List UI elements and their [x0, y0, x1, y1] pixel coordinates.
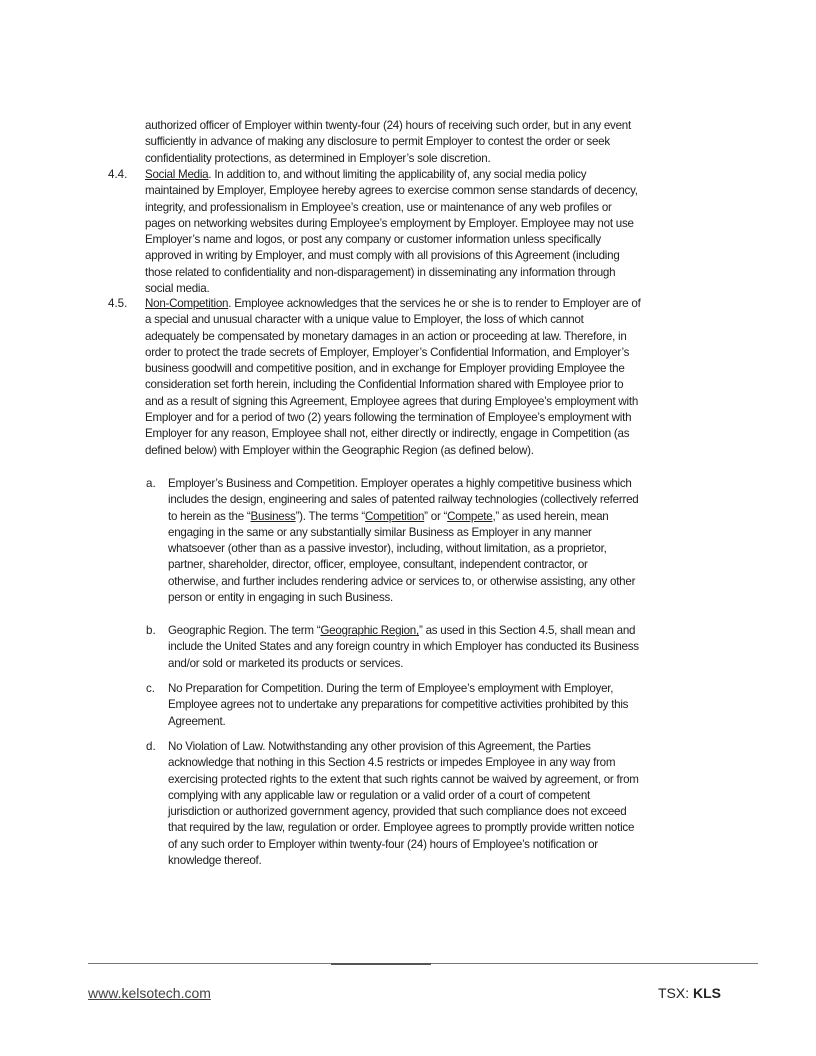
text-segment: include the United States and any foreign country in which Employer has conducted its Business	[168, 640, 639, 654]
text-segment: order to protect the trade secrets of Employer, Employer’s Confidential Information, and Employer’s	[145, 345, 630, 359]
text-segment: Geographic Region. The term “	[168, 624, 321, 637]
text-line	[168, 525, 638, 541]
text-segment: ” or “	[424, 509, 448, 523]
footer-divider	[88, 963, 758, 964]
text-line	[145, 394, 641, 410]
text-line	[145, 134, 631, 150]
item-d-no-violation	[168, 739, 639, 869]
text-segment: Employer’s name and logos, or post any company or customer information unless specifically	[145, 233, 601, 247]
text-line	[145, 312, 641, 328]
section-number: 4.4.	[108, 168, 128, 181]
text-line	[145, 232, 638, 248]
text-line	[168, 590, 638, 606]
text-segment: of any such order to Employer within twenty-four (24) hours of Employee’s notification or	[168, 837, 598, 851]
text-line	[145, 329, 641, 345]
text-line	[168, 853, 639, 869]
text-line	[168, 739, 639, 755]
text-segment: that required by the law, regulation or order. Employee agrees to promptly provide written notice	[168, 821, 635, 835]
text-segment: maintained by Employer, Employee hereby agrees to exercise common sense standards of decency,	[145, 184, 638, 198]
text-segment: social media.	[145, 282, 210, 296]
section-4-4-social-media	[145, 167, 638, 297]
text-line	[145, 265, 638, 281]
text-line	[145, 377, 641, 393]
text-segment: Employer’s Business and Competition. Employer operates a highly competitive business which	[168, 477, 632, 490]
text-segment: those related to confidentiality and non-disparagement) in disseminating any information through	[145, 265, 616, 279]
text-segment: complying with any applicable law or regulation or a valid order of a court of competent	[168, 788, 591, 802]
text-segment: sufficiently in advance of making any disclosure to permit Employer to contest the order or seek	[145, 135, 610, 149]
text-segment: exercising protected rights to the extent that such rights cannot be waived by agreement, or from	[168, 772, 639, 786]
text-line	[145, 426, 641, 442]
item-a-business-competition	[168, 476, 638, 606]
text-line	[145, 410, 641, 426]
text-line	[168, 788, 639, 804]
text-line	[168, 557, 638, 573]
text-segment: whatsoever (other than as a passive investor), including, without limitation, as a proprietor,	[168, 542, 607, 556]
text-segment: . In addition to, and without limiting the applicability of, any social media policy	[208, 168, 587, 181]
text-segment: . Employee acknowledges that the services he or she is to render to Employer are of	[228, 297, 641, 310]
text-line	[168, 820, 639, 836]
paragraph-continuation	[145, 118, 631, 167]
text-segment: Agreement.	[168, 714, 226, 728]
footer-website-link[interactable]: www.kelsotech.com	[88, 985, 211, 1001]
text-line	[145, 248, 638, 264]
section-number: 4.5.	[108, 297, 128, 310]
text-line	[168, 509, 638, 525]
text-segment: Employer for any reason, Employee shall not, either directly or indirectly, engage in Competition (as	[145, 427, 630, 441]
text-line	[168, 656, 639, 672]
text-segment: knowledge thereof.	[168, 854, 262, 868]
text-segment: authorized officer of Employer within twenty-four (24) hours of receiving such order, but in any event	[145, 119, 631, 132]
item-letter: a.	[146, 477, 156, 490]
text-segment: to herein as the “	[168, 509, 251, 523]
item-b-geographic-region	[168, 623, 639, 672]
text-line	[145, 296, 641, 312]
defined-term: Competition	[365, 509, 425, 523]
footer-ticker	[658, 985, 721, 1001]
text-line	[168, 574, 638, 590]
text-line	[168, 837, 639, 853]
ticker-symbol: KLS	[693, 985, 721, 1001]
text-line	[145, 443, 641, 459]
text-segment: a special and unusual character with a unique value to Employer, the loss of which cannot	[145, 313, 584, 327]
text-segment: approved in writing by Employer, and must comply with all provisions of this Agreement (including	[145, 249, 620, 263]
text-line	[168, 623, 639, 639]
text-segment: partner, shareholder, director, officer, employee, consultant, independent contractor, or	[168, 558, 588, 572]
text-line	[168, 541, 638, 557]
defined-term: Geographic Region,	[320, 624, 419, 637]
text-line	[145, 118, 631, 134]
item-letter: b.	[146, 624, 156, 637]
defined-term: Social Media	[145, 168, 209, 181]
ticker-prefix: TSX:	[657, 985, 690, 1001]
text-segment: engaging in the same or any substantially similar Business as Employer in any manner	[168, 525, 592, 539]
text-line	[168, 714, 628, 730]
defined-term: Non-Competition	[145, 297, 229, 310]
text-line	[145, 216, 638, 232]
text-line	[168, 639, 639, 655]
text-segment: adequately be compensated by monetary damages in an action or proceeding at law. Therefore, in	[145, 329, 627, 343]
text-line	[168, 492, 638, 508]
text-segment: otherwise, and further includes rendering advice or services to, or otherwise assisting, any other	[168, 574, 636, 588]
text-segment: No Violation of Law. Notwithstanding any other provision of this Agreement, the Parties	[168, 740, 591, 753]
text-line	[168, 681, 628, 697]
text-segment: pages on networking websites during Employee’s employment by Employer. Employee may not use	[145, 216, 634, 230]
text-segment: acknowledge that nothing in this Section 4.5 restricts or impedes Employee in any way from	[168, 756, 616, 770]
text-segment: consideration set forth herein, including the Confidential Information shared with Employee prior to	[145, 378, 624, 392]
text-segment: and as a result of signing this Agreement, Employee agrees that during Employee’s employment with	[145, 394, 639, 408]
text-line	[145, 281, 638, 297]
defined-term: Compete,	[447, 509, 496, 523]
text-segment: includes the design, engineering and sales of patented railway technologies (collectively referred	[168, 493, 639, 507]
text-segment: jurisdiction or authorized government agency, provided that such compliance does not exceed	[168, 805, 627, 819]
text-segment: Employer and for a period of two (2) years following the termination of Employee’s employment with	[145, 411, 632, 425]
text-segment: No Preparation for Competition. During the term of Employee’s employment with Employer,	[168, 682, 614, 695]
text-segment: ” as used herein, mean	[495, 509, 609, 523]
section-4-5-non-competition	[145, 296, 641, 459]
text-segment: defined below) with Employer within the Geographic Region (as defined below).	[145, 443, 534, 457]
text-line	[145, 167, 638, 183]
text-segment: ”). The terms “	[295, 509, 366, 523]
text-segment: and/or sold or marketed its products or services.	[168, 656, 404, 670]
text-segment: confidentiality protections, as determined in Employer’s sole discretion.	[145, 151, 491, 165]
text-segment: ” as used in this Section 4.5, shall mean and	[418, 624, 636, 637]
item-c-no-preparation	[168, 681, 628, 730]
text-line	[145, 200, 638, 216]
text-line	[145, 345, 641, 361]
text-segment: business goodwill and competitive position, and in exchange for Employer providing Employee the	[145, 362, 625, 376]
text-segment: integrity, and professionalism in Employee’s creation, use or maintenance of any web profiles or	[145, 200, 612, 214]
item-letter: d.	[146, 740, 156, 753]
text-line	[145, 183, 638, 199]
text-line	[145, 361, 641, 377]
text-line	[145, 151, 631, 167]
text-line	[168, 476, 638, 492]
text-line	[168, 772, 639, 788]
text-line	[168, 804, 639, 820]
text-line	[168, 697, 628, 713]
text-segment: Employee agrees not to undertake any preparations for competitive activities prohibited by this	[168, 698, 629, 712]
defined-term: Business	[250, 509, 296, 523]
item-letter: c.	[146, 682, 156, 695]
text-segment: person or entity in engaging in such Business.	[168, 591, 394, 605]
text-line	[168, 755, 639, 771]
